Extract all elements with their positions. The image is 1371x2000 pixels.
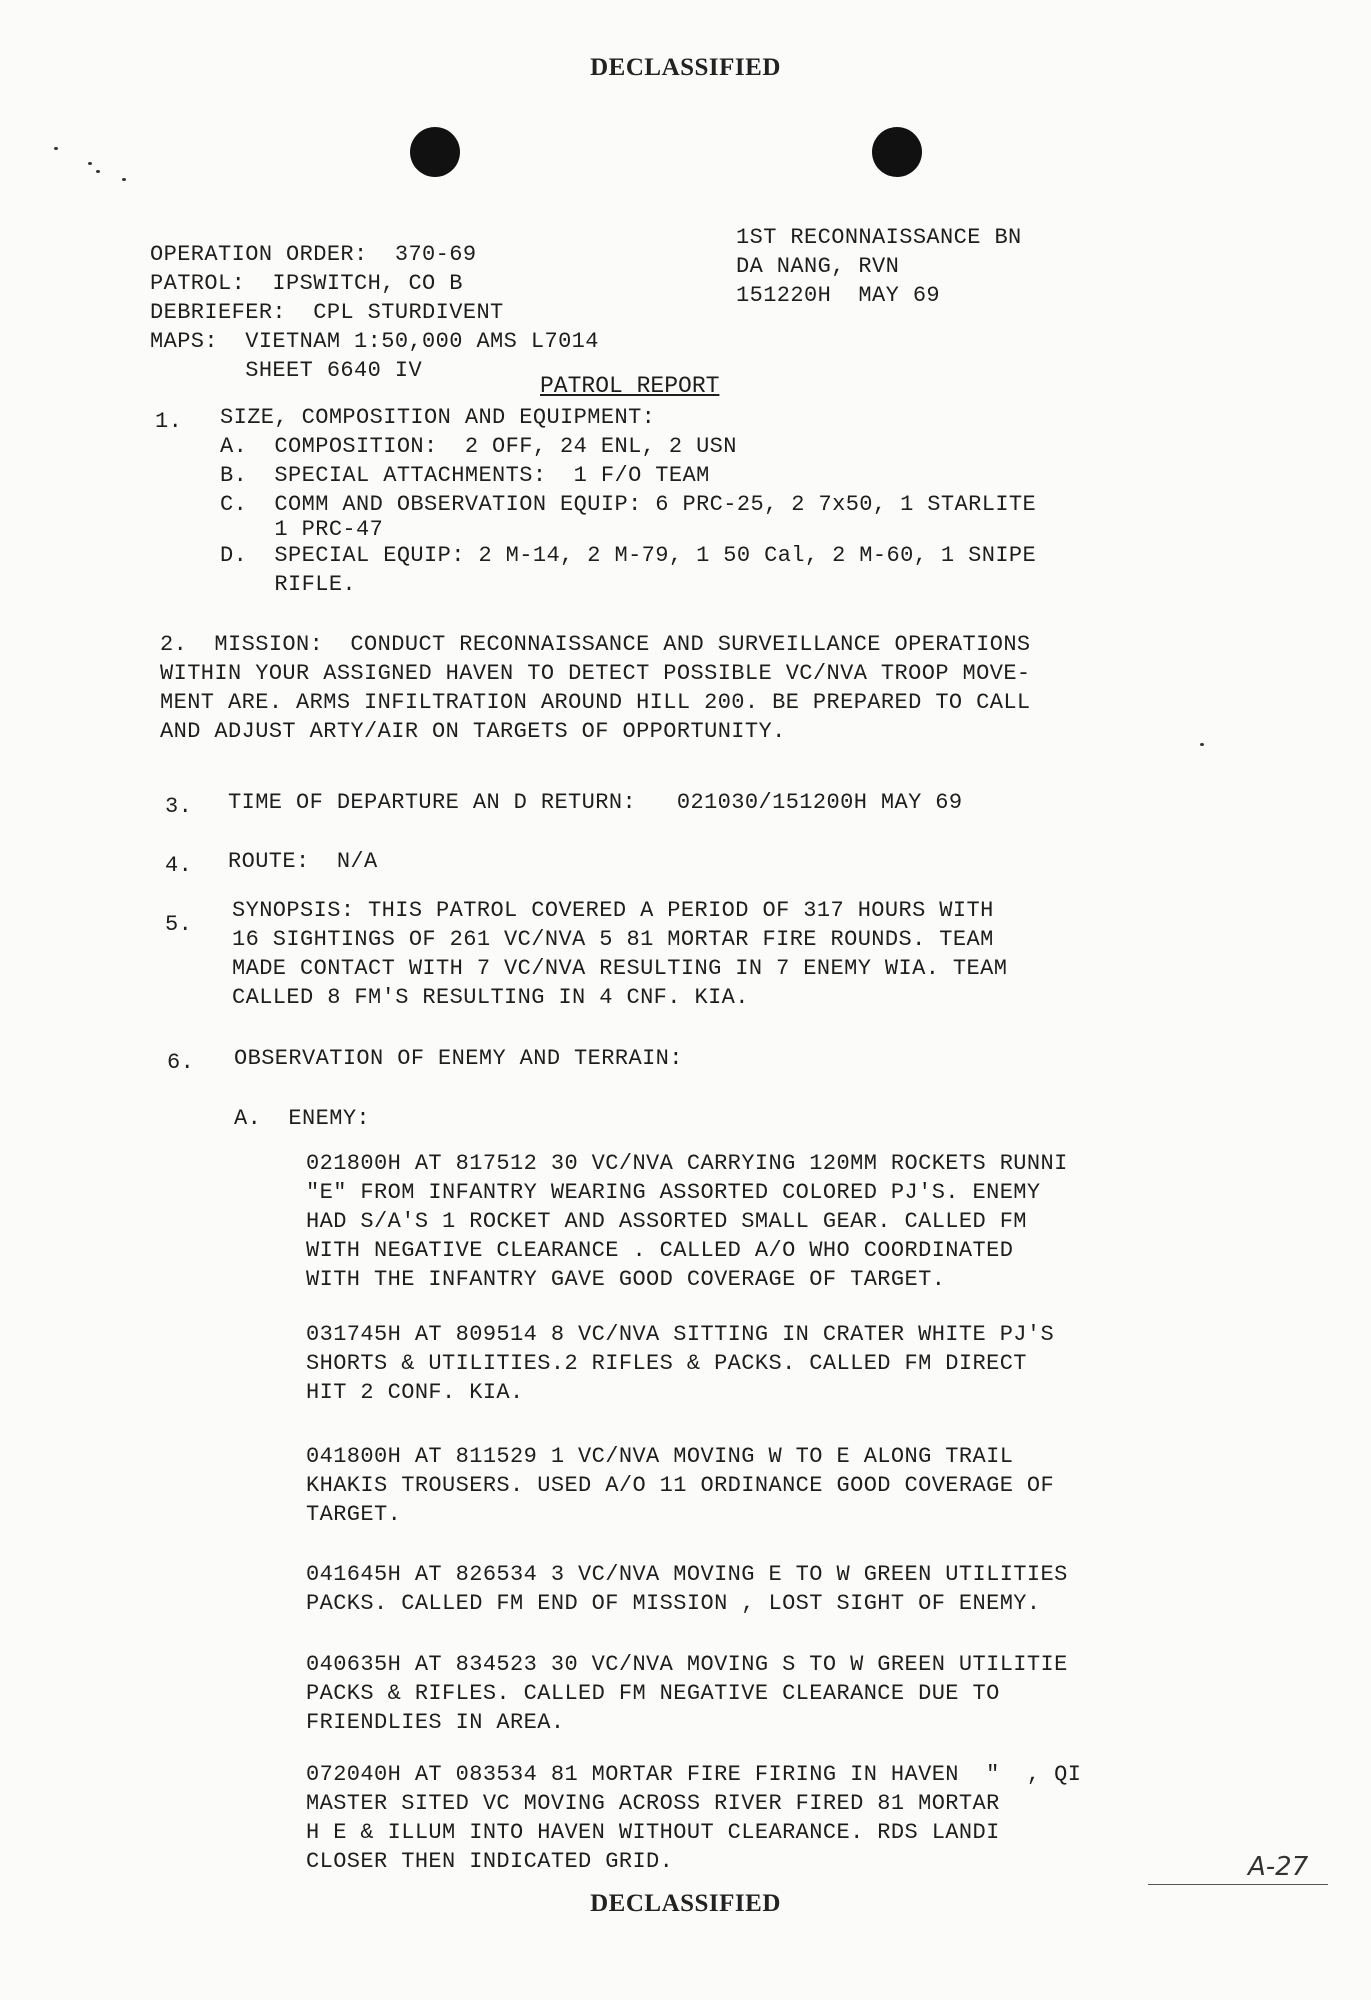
item-b-attachments: B. SPECIAL ATTACHMENTS: 1 F/O TEAM bbox=[220, 463, 710, 488]
page-mark-rule bbox=[1148, 1884, 1328, 1885]
entry-line: SHORTS & UTILITIES.2 RIFLES & PACKS. CALLED FM DIRECT bbox=[306, 1351, 1027, 1376]
entry-line: PACKS & RIFLES. CALLED FM NEGATIVE CLEARANCE DUE TO bbox=[306, 1681, 1000, 1706]
location-line: DA NANG, RVN bbox=[736, 254, 900, 279]
section-5-number: 5. bbox=[165, 912, 193, 937]
section-6-sub-a: A. ENEMY: bbox=[234, 1106, 371, 1131]
item-d-special-equip-cont: RIFLE. bbox=[220, 572, 357, 597]
section-1-title: SIZE, COMPOSITION AND EQUIPMENT: bbox=[220, 405, 656, 430]
section-4-route: ROUTE: N/A bbox=[228, 849, 378, 874]
entry-line: H E & ILLUM INTO HAVEN WITHOUT CLEARANCE. RDS LANDI bbox=[306, 1820, 1000, 1845]
entry-line: KHAKIS TROUSERS. USED A/O 11 ORDINANCE GOOD COVERAGE OF bbox=[306, 1473, 1055, 1498]
entry-line: TARGET. bbox=[306, 1502, 402, 1527]
punch-hole-left bbox=[410, 127, 460, 177]
patrol-line: PATROL: IPSWITCH, CO B bbox=[150, 271, 463, 296]
enemy-entry bbox=[306, 1760, 1081, 1876]
maps-line: MAPS: VIETNAM 1:50,000 AMS L7014 bbox=[150, 329, 599, 354]
scan-speck bbox=[96, 170, 100, 173]
section-6-number: 6. bbox=[167, 1050, 195, 1075]
entry-line: HIT 2 CONF. KIA. bbox=[306, 1380, 524, 1405]
entry-line: 021800H AT 817512 30 VC/NVA CARRYING 120MM ROCKETS RUNNI bbox=[306, 1151, 1068, 1176]
declassified-stamp-top: DECLASSIFIED bbox=[590, 54, 781, 81]
left-header bbox=[150, 240, 599, 385]
right-header bbox=[736, 223, 1022, 310]
entry-line: HAD S/A'S 1 ROCKET AND ASSORTED SMALL GEAR. CALLED FM bbox=[306, 1209, 1027, 1234]
enemy-entry bbox=[306, 1442, 1054, 1529]
unit-line: 1ST RECONNAISSANCE BN bbox=[736, 225, 1022, 250]
entry-line: CLOSER THEN INDICATED GRID. bbox=[306, 1849, 674, 1874]
synopsis-line: 16 SIGHTINGS OF 261 VC/NVA 5 81 MORTAR FIRE ROUNDS. TEAM bbox=[232, 927, 994, 952]
enemy-entry bbox=[306, 1650, 1068, 1737]
section-1-items bbox=[220, 432, 1036, 599]
section-6-title: OBSERVATION OF ENEMY AND TERRAIN: bbox=[234, 1046, 683, 1071]
synopsis-line: CALLED 8 FM'S RESULTING IN 4 CNF. KIA. bbox=[232, 985, 749, 1010]
entry-line: MASTER SITED VC MOVING ACROSS RIVER FIRED 81 MORTAR bbox=[306, 1791, 1000, 1816]
item-c-comm-equip-cont: 1 PRC-47 bbox=[220, 517, 384, 542]
enemy-entry bbox=[306, 1320, 1054, 1407]
synopsis-line: SYNOPSIS: THIS PATROL COVERED A PERIOD OF 317 HOURS WITH bbox=[232, 898, 994, 923]
entry-line: PACKS. CALLED FM END OF MISSION , LOST SIGHT OF ENEMY. bbox=[306, 1591, 1041, 1616]
entry-line: 031745H AT 809514 8 VC/NVA SITTING IN CRATER WHITE PJ'S bbox=[306, 1322, 1055, 1347]
entry-line: 040635H AT 834523 30 VC/NVA MOVING S TO W GREEN UTILITIE bbox=[306, 1652, 1068, 1677]
mission-line: WITHIN YOUR ASSIGNED HAVEN TO DETECT POSSIBLE VC/NVA TROOP MOVE- bbox=[160, 661, 1031, 686]
scan-speck bbox=[122, 178, 126, 181]
enemy-entry bbox=[306, 1149, 1068, 1294]
section-2-mission bbox=[160, 630, 1031, 746]
mission-line: MENT ARE. ARMS INFILTRATION AROUND HILL 200. BE PREPARED TO CALL bbox=[160, 690, 1031, 715]
entry-line: WITH THE INFANTRY GAVE GOOD COVERAGE OF TARGET. bbox=[306, 1267, 946, 1292]
scan-speck bbox=[54, 147, 58, 150]
report-title bbox=[540, 373, 719, 399]
page-number-mark: A-27 bbox=[1248, 1852, 1309, 1882]
item-d-special-equip: D. SPECIAL EQUIP: 2 M-14, 2 M-79, 1 50 Cal, 2 M-60, 1 SNIPE bbox=[220, 543, 1037, 568]
section-3-time: TIME OF DEPARTURE AN D RETURN: 021030/151200H MAY 69 bbox=[228, 790, 963, 815]
section-3-number: 3. bbox=[165, 794, 193, 819]
entry-line: 041645H AT 826534 3 VC/NVA MOVING E TO W GREEN UTILITIES bbox=[306, 1562, 1068, 1587]
date-time-group-line: 151220H MAY 69 bbox=[736, 283, 941, 308]
section-4-number: 4. bbox=[165, 853, 193, 878]
synopsis-line: MADE CONTACT WITH 7 VC/NVA RESULTING IN 7 ENEMY WIA. TEAM bbox=[232, 956, 1008, 981]
item-c-comm-equip: C. COMM AND OBSERVATION EQUIP: 6 PRC-25, 2 7x50, 1 STARLITE bbox=[220, 492, 1037, 517]
mission-line: AND ADJUST ARTY/AIR ON TARGETS OF OPPORTUNITY. bbox=[160, 719, 786, 744]
entry-line: "E" FROM INFANTRY WEARING ASSORTED COLORED PJ'S. ENEMY bbox=[306, 1180, 1041, 1205]
section-1-number: 1. bbox=[155, 409, 183, 434]
item-a-composition: A. COMPOSITION: 2 OFF, 24 ENL, 2 USN bbox=[220, 434, 737, 459]
sheet-line: SHEET 6640 IV bbox=[150, 358, 423, 383]
mission-line: 2. MISSION: CONDUCT RECONNAISSANCE AND SURVEILLANCE OPERATIONS bbox=[160, 632, 1031, 657]
report-title-text: PATROL REPORT bbox=[540, 373, 720, 399]
entry-line: FRIENDLIES IN AREA. bbox=[306, 1710, 565, 1735]
scan-speck bbox=[1200, 743, 1204, 746]
enemy-entry bbox=[306, 1560, 1068, 1618]
scan-speck bbox=[88, 162, 92, 165]
entry-line: 072040H AT 083534 81 MORTAR FIRE FIRING IN HAVEN " , QI bbox=[306, 1762, 1082, 1787]
punch-hole-right bbox=[872, 127, 922, 177]
operation-order-line: OPERATION ORDER: 370-69 bbox=[150, 242, 477, 267]
entry-line: 041800H AT 811529 1 VC/NVA MOVING W TO E ALONG TRAIL bbox=[306, 1444, 1014, 1469]
declassified-stamp-bottom: DECLASSIFIED bbox=[590, 1890, 781, 1917]
entry-line: WITH NEGATIVE CLEARANCE . CALLED A/O WHO COORDINATED bbox=[306, 1238, 1014, 1263]
debriefer-line: DEBRIEFER: CPL STURDIVENT bbox=[150, 300, 504, 325]
section-5-synopsis bbox=[232, 896, 1007, 1012]
